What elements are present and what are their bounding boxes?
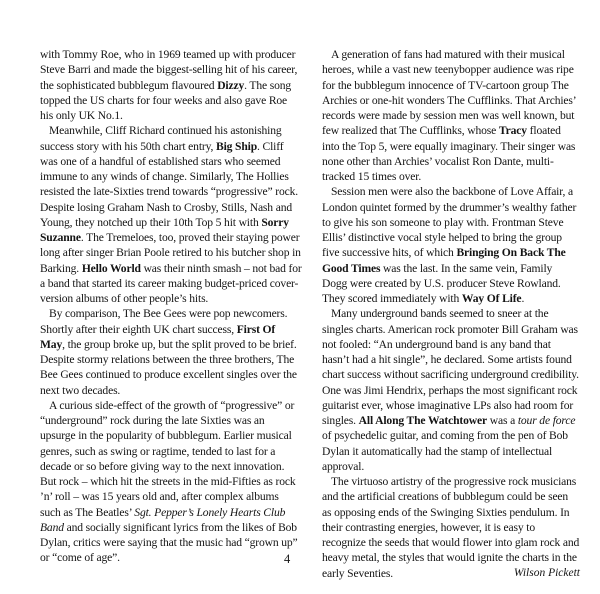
text-run: Many underground bands seemed to sneer at the singles charts. American rock promoter Bill Graham was not fooled: “An underground band is any band that hasn’t had a hit single”, he declared. Some artists found chart success without sacrificing underground credibility. One was Jimi Hendrix, perhaps the most significant rock guitarist ever, whose imaginative LPs also had room for singles. (322, 307, 579, 427)
text-run: was a (487, 414, 518, 427)
paragraph (40, 306, 302, 398)
song-title: Big Ship (216, 139, 258, 153)
paragraph (322, 306, 580, 474)
text-run: The virtuoso artistry of the progressive rock musicians and the artificial creations of bubblegum could be seen as opposing ends of the Swinging Sixties pendulum. In their contrasting energies, however, it is easy to recognize the seeds that would flower into glam rock and heavy metal, the styles that would ignite the charts in the early Seventies. (322, 475, 580, 580)
album-title: Sgt. Pepper’s Lonely Hearts Club Band (40, 505, 286, 534)
paragraph (40, 398, 302, 566)
text-run: was their ninth smash – not bad for a band that started its career making budget-priced cover-version albums of other people’s hits. (40, 261, 302, 305)
song-title: Dizzy (217, 78, 245, 92)
text-run: with Tommy Roe, who in 1969 teamed up with producer Steve Barri and made the biggest-selling hit of his career, the sophisticated bubblegum flavoured (40, 48, 298, 92)
text-run: . The song topped the US charts for four weeks and also gave Roe his only UK No.1. (40, 78, 292, 122)
left-column (40, 47, 302, 566)
paragraph (40, 47, 302, 123)
text-run: and socially significant lyrics from the likes of Bob Dylan, critics were saying that the music had “grown up” or “come of age”. (40, 520, 298, 565)
song-title: Bringing On Back The Good Times (322, 246, 566, 275)
text-run: By comparison, The Bee Gees were pop newcomers. Shortly after their eighth UK chart success, (40, 307, 288, 336)
text-run: . The Tremeloes, too, proved their staying power long after singer Brian Poole retired to his butcher shop in Barking. (40, 231, 301, 275)
text-run: Meanwhile, Cliff Richard continued his astonishing success story with his 50th chart entry, (40, 124, 282, 153)
song-title: Sorry Suzanne (40, 215, 289, 244)
song-title: First Of May (40, 322, 276, 351)
text-run: of psychedelic guitar, and coming from the pen of Bob Dylan it automatically had the stamp of intellectual approval. (322, 429, 568, 473)
text-run: A generation of fans had matured with their musical heroes, while a vast new teenybopper audience was ripe for the bubblegum innocence of TV-cartoon group The Archies or one-hit wonders The Cufflinks. That Archies’ records were made by session men was well known, but few realized that The Cufflinks, whose (322, 48, 576, 138)
paragraph (40, 123, 302, 306)
text-run: Session men were also the backbone of Love Affair, a London quintet formed by the drummer’s wealthy father to give his son someone to play with. Frontman Steve Ellis’ distinctive vocal style helped to bring the group five successive hits, of which (322, 185, 577, 260)
text-run: , the group broke up, but the split proved to be brief. Despite stormy relations between the three brothers, The Bee Gees continued to produce excellent singles over the next two decades. (40, 337, 297, 397)
song-title: Tracy (498, 124, 527, 138)
song-title: Way Of Life (461, 292, 522, 305)
footer-caption: Wilson Pickett (513, 567, 580, 579)
text-run: . Cliff was one of a handful of established stars who seemed immune to any winds of change. Similarly, The Hollies resisted the late-Sixties trend towards “progressive” rock. Despite losing Graham Nash to Crosby, Stills, Nash and Young, they notched up their 10th Top 5 hit with (40, 139, 299, 229)
album-title: tour de force (517, 414, 576, 427)
paragraph (322, 184, 580, 306)
paragraph (322, 47, 580, 184)
text-run: was the last. In the same vein, Family Dogg were created by U.S. producer Steve Rowland. They scored immediately with (322, 261, 561, 305)
right-column (322, 47, 580, 581)
text-run: A curious side-effect of the growth of “progressive” or “underground” rock during the late Sixties was an upsurge in the popularity of bubblegum. Earlier musical genres, such as swing or ragtime, tended to last for a decade or so before giving way to the next innovation. But rock – which hit the streets in the mid-Fifties as rock ’n’ roll – was 15 years old and, after complex albums such as The Beatles’ (40, 398, 296, 519)
text-run: . (521, 292, 525, 305)
song-title: Hello World (81, 261, 141, 275)
page-number: 4 (284, 552, 291, 566)
paragraph (322, 474, 580, 581)
song-title: All Along The Watchtower (358, 414, 487, 427)
text-run: floated into the Top 5, were equally imaginary. Their singer was none other than Archies’ vocalist Ron Dante, multi-tracked 15 times over. (322, 124, 576, 183)
